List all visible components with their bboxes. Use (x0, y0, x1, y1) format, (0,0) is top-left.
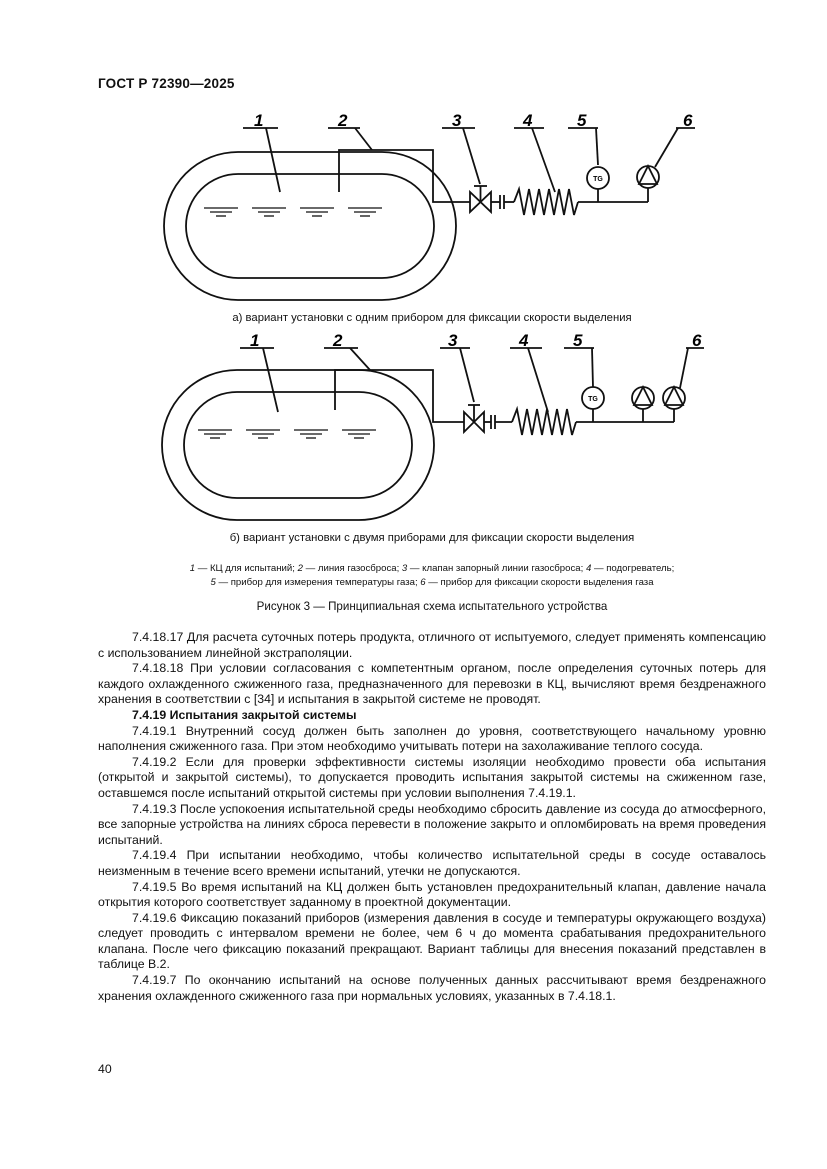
figure-b-diagram (150, 334, 710, 534)
document-header: ГОСТ Р 72390—2025 (98, 76, 235, 91)
paragraph: 7.4.18.17 Для расчета суточных потерь продукта, отличного от испытуемого, следует применять компенсацию с использованием линейной экстраполяции. (98, 630, 766, 660)
label-1: 1 (250, 334, 260, 350)
figure-a-diagram (150, 112, 710, 312)
paragraph: 7.4.19.2 Если для проверки эффективности системы изоляции необходимо провести оба испытания (открытой и закрытой системы), то допускается проводить испытания закрытой системы на сжиженном газе, оставшемся после испытаний открытой системы при условии выполнения 7.4.19.1. (98, 754, 766, 800)
legend-text: — клапан запорный линии газосброса; (407, 563, 586, 574)
paragraph: 7.4.19.7 По окончанию испытаний на основе полученных данных рассчитывают время бездренажного хранения охлажденного сжиженного газа при нормальных условиях, указанных в 7.4.18.1. (98, 973, 766, 1003)
paragraph: 7.4.19.1 Внутренний сосуд должен быть заполнен до уровня, соответствующего начальному уровню наполнения сжиженного газа. При этом необходимо учитывать потери на захолаживание теплого сосуда. (98, 723, 766, 754)
legend-text: — прибор для измерения температуры газа; (215, 577, 421, 588)
legend-text: — КЦ для испытаний; (195, 563, 298, 574)
figure-b-caption: б) вариант установки с двумя приборами для фиксации скорости выделения (229, 532, 635, 544)
label-6: 6 (692, 334, 702, 350)
liquid-level-marks (198, 430, 376, 438)
legend-num: 4 (585, 563, 592, 574)
label-6: 6 (683, 112, 693, 130)
legend-text: — линия газосброса; (302, 563, 402, 574)
gauge-a-text: TG (593, 176, 603, 183)
legend-num: 5 (210, 577, 216, 588)
legend-num: 1 (189, 563, 196, 574)
body-text (98, 630, 766, 1004)
legend-line-2 (98, 576, 766, 590)
label-2: 2 (333, 334, 343, 350)
figure-b (150, 334, 710, 534)
label-4: 4 (519, 334, 529, 350)
vessel-inner (186, 174, 434, 278)
figure-a-caption: а) вариант установки с одним прибором для фиксации скорости выделения (232, 312, 632, 324)
legend-line-1 (98, 562, 766, 576)
label-3: 3 (448, 334, 458, 350)
gas-line (335, 370, 464, 422)
section-heading: 7.4.19 Испытания закрытой системы (132, 707, 357, 722)
figure-title: Рисунок 3 — Принципиальная схема испытательного устройства (256, 600, 608, 613)
gauge-b-text: TG (588, 396, 598, 403)
label-5: 5 (577, 112, 587, 130)
vessel-inner (184, 392, 412, 498)
paragraph: 7.4.18.18 При условии согласования с компетентным органом, после определения суточных потерь для каждого охлажденного сжиженного газа, предназначенного для перевозки в КЦ, вычисляют время бездренажного хранения в соответствии с [34] и испытания в закрытой системе не проводят. (98, 661, 766, 707)
paragraph: 7.4.19.3 После успокоения испытательной среды необходимо сбросить давление из сосуда до атмосферного, все запорные устройства на линиях сброса перевести в положение закрыто и опломбировать на время проведения испытаний. (98, 801, 766, 847)
paragraph: 7.4.19.4 При испытании необходимо, чтобы количество испытательной среды в сосуде оставалось неизменным в течение всего времени испытаний, утечки не допускаются. (98, 848, 766, 878)
legend-num: 3 (401, 563, 408, 574)
heater-4 (512, 409, 576, 435)
gas-line (339, 150, 470, 202)
legend-num: 2 (297, 563, 303, 574)
figure-a (150, 112, 710, 312)
legend-text: — подогреватель; (591, 563, 675, 574)
label-2: 2 (338, 112, 348, 130)
figure-legend (98, 562, 766, 590)
page-number: 40 (98, 1062, 112, 1076)
label-4: 4 (523, 112, 533, 130)
liquid-level-marks (204, 208, 382, 216)
legend-num: 6 (420, 577, 426, 588)
label-3: 3 (452, 112, 462, 130)
label-5: 5 (573, 334, 583, 350)
label-1: 1 (254, 112, 264, 130)
legend-text: — прибор для фиксации скорости выделения газа (425, 577, 654, 588)
heater-4 (514, 189, 578, 215)
paragraph: 7.4.19.6 Фиксацию показаний приборов (измерения давления в сосуде и температуры окружающего воздуха) следует проводить с интервалом времени не более, чем 6 ч до момента срабатывания предохранительного клапана. После чего фиксацию показаний прекращают. Вариант таблицы для внесения показаний представлен в таблице В.2. (98, 910, 766, 972)
paragraph: 7.4.19.5 Во время испытаний на КЦ должен быть установлен предохранительный клапан, давление начала открытия которого соответствует заданному в проектной документации. (98, 879, 766, 910)
